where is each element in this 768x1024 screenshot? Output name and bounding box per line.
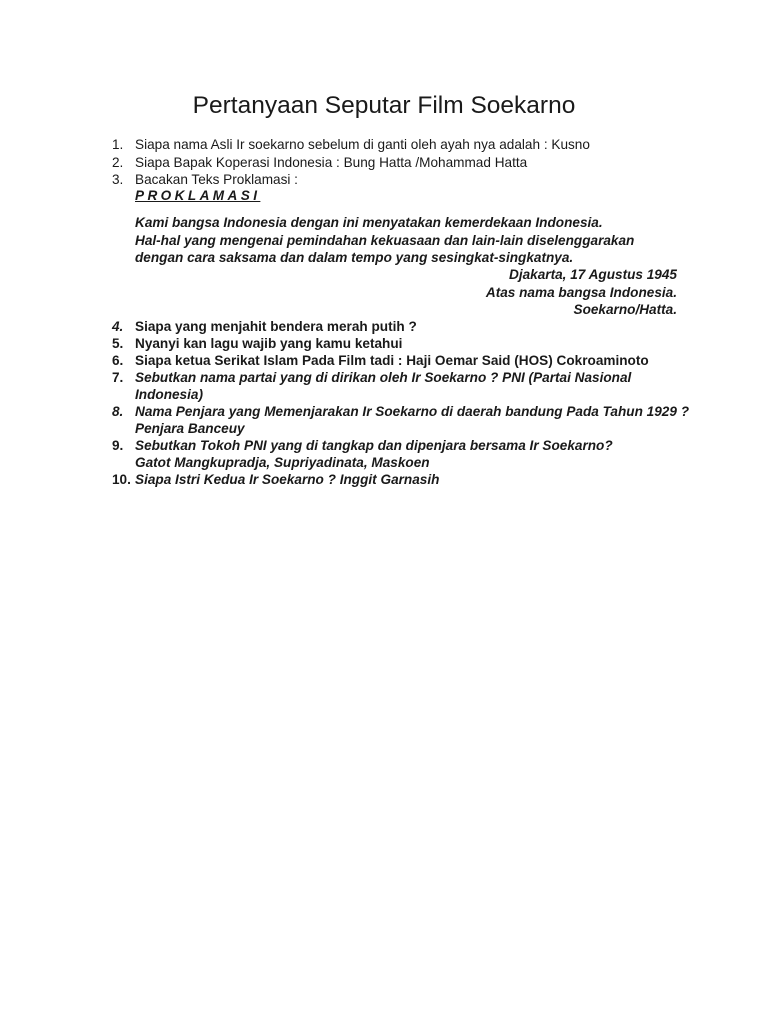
item-text: Nyanyi kan lagu wajib yang kamu ketahui (135, 336, 403, 351)
item-text: Sebutkan nama partai yang di dirikan oleh Ir Soekarno ? PNI (Partai Nasional (135, 370, 632, 385)
item-number: 1. (112, 137, 124, 152)
item-text: Nama Penjara yang Memenjarakan Ir Soekarno di daerah bandung Pada Tahun 1929 ? (135, 404, 689, 419)
item-number: 9. (112, 438, 124, 453)
proklamasi-heading: PROKLAMASI (135, 188, 261, 203)
proklamasi-signatories: Soekarno/Hatta. (573, 302, 677, 317)
item-number: 6. (112, 353, 124, 368)
item-number: 3. (112, 172, 124, 187)
proklamasi-place-date: Djakarta, 17 Agustus 1945 (509, 267, 677, 282)
item-text: Sebutkan Tokoh PNI yang di tangkap dan dipenjara bersama Ir Soekarno? (135, 438, 613, 453)
item-text: Siapa ketua Serikat Islam Pada Film tadi : Haji Oemar Said (HOS) Cokroaminoto (135, 353, 649, 368)
item-number: 2. (112, 155, 124, 170)
proklamasi-line: Hal-hal yang mengenai pemindahan kekuasaan dan lain-lain diselenggarakan (135, 233, 635, 248)
item-number: 10. (112, 472, 131, 487)
item-text: Siapa nama Asli Ir soekarno sebelum di ganti oleh ayah nya adalah : Kusno (135, 137, 590, 152)
proklamasi-on-behalf: Atas nama bangsa Indonesia. (485, 285, 677, 300)
item-text: Siapa Istri Kedua Ir Soekarno ? Inggit Garnasih (135, 472, 440, 487)
proklamasi-line: Kami bangsa Indonesia dengan ini menyatakan kemerdekaan Indonesia. (135, 215, 603, 230)
item-text: Indonesia) (135, 387, 203, 402)
item-number: 7. (112, 370, 124, 385)
item-text: Gatot Mangkupradja, Supriyadinata, Maskoen (135, 455, 430, 470)
item-text: Penjara Banceuy (135, 421, 245, 436)
item-number: 5. (112, 336, 124, 351)
item-text: Siapa Bapak Koperasi Indonesia : Bung Hatta /Mohammad Hatta (135, 155, 528, 170)
item-text: Siapa yang menjahit bendera merah putih ? (135, 319, 417, 334)
item-number: 4. (112, 319, 124, 334)
item-number: 8. (112, 404, 124, 419)
page-title: Pertanyaan Seputar Film Soekarno (192, 92, 576, 119)
item-text: Bacakan Teks Proklamasi : (135, 172, 298, 187)
proklamasi-line: dengan cara saksama dan dalam tempo yang sesingkat-singkatnya. (135, 250, 574, 265)
